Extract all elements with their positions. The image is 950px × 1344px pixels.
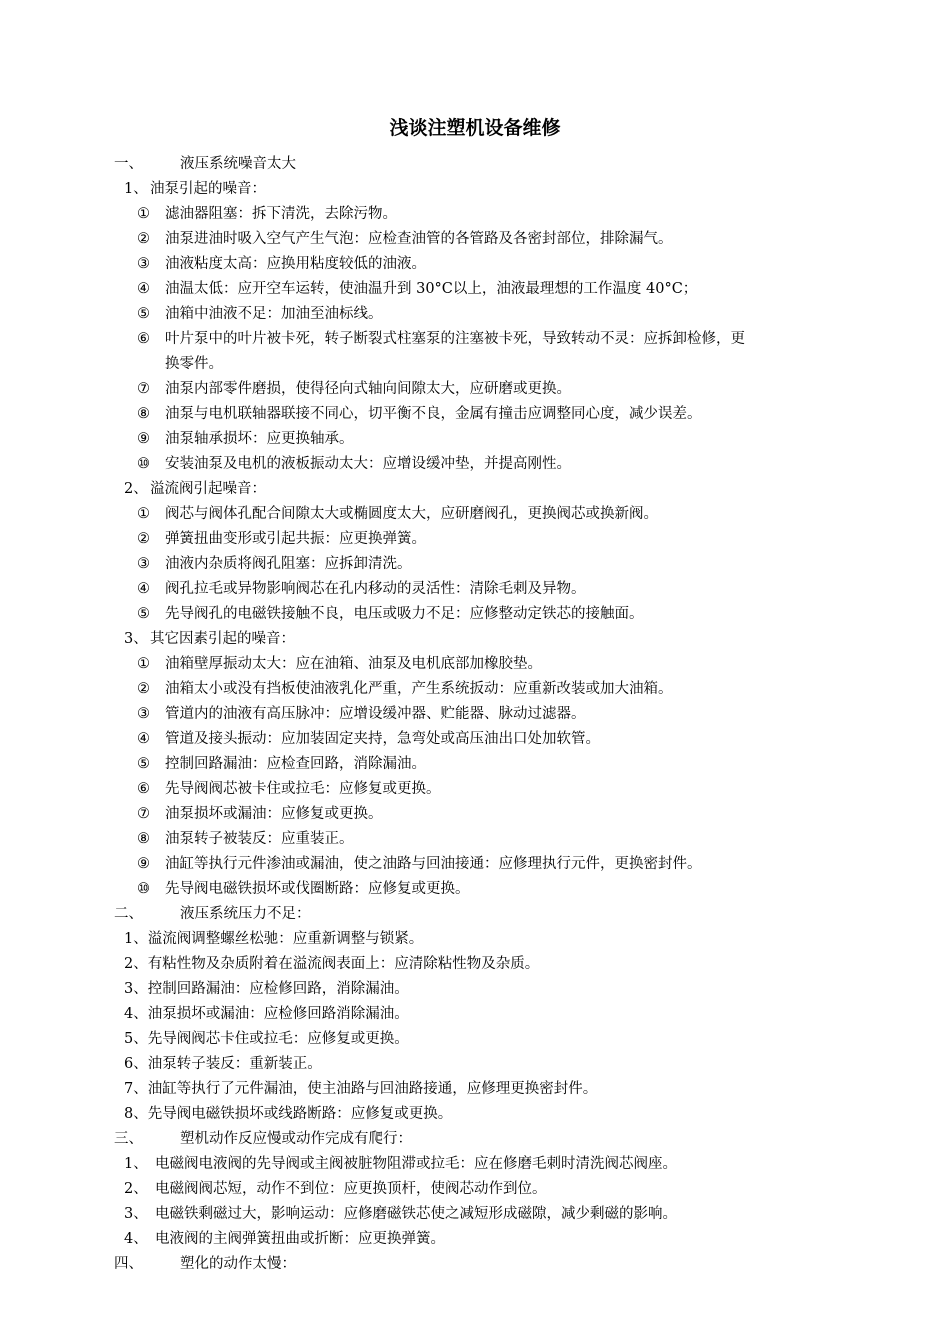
item-text: 油箱壁厚振动太大：应在油箱、油泵及电机底部加橡胶垫。 xyxy=(165,656,542,672)
list-item xyxy=(137,802,383,827)
item-text: 先导阀阀芯被卡住或拉毛：应修复或更换。 xyxy=(165,781,441,797)
item-number: ③ xyxy=(137,706,150,722)
section-text: 液压系统压力不足： xyxy=(180,906,311,922)
item-text: 油箱太小或没有挡板使油液乳化严重，产生系统扳动：应重新改装或加大油箱。 xyxy=(165,681,673,697)
item-number: ⑧ xyxy=(137,831,150,847)
item-text: 油泵转子被装反：应重装正。 xyxy=(165,831,354,847)
section-heading-3 xyxy=(114,1127,412,1152)
item-text: 换零件。 xyxy=(165,356,223,372)
section-heading-2 xyxy=(114,902,311,927)
item-text: 阀孔拉毛或异物影响阀芯在孔内移动的灵活性：清除毛刺及异物。 xyxy=(165,581,586,597)
subheading-number: 3、 xyxy=(124,631,148,647)
list-item xyxy=(137,227,673,252)
list-item xyxy=(137,252,426,277)
list-item xyxy=(124,1177,547,1202)
document-title: 浅谈注塑机设备维修 xyxy=(389,117,561,139)
item-text: 安装油泵及电机的液板振动太大：应增设缓冲垫，并提高刚性。 xyxy=(165,456,571,472)
list-item xyxy=(137,677,673,702)
list-item xyxy=(137,577,586,602)
section-number: 四、 xyxy=(114,1256,143,1272)
section-text: 塑化的动作太慢： xyxy=(180,1256,296,1272)
item-text: 电磁铁剩磁过大，影响运动：应修磨磁铁芯使之减短形成磁隙，减少剩磁的影响。 xyxy=(155,1206,677,1222)
list-item xyxy=(137,552,412,577)
section-text: 塑机动作反应慢或动作完成有爬行： xyxy=(180,1131,412,1147)
section-number: 三、 xyxy=(114,1131,143,1147)
item-number: ① xyxy=(137,506,150,522)
list-item: 8、先导阀电磁铁损坏或线路断路：应修复或更换。 xyxy=(124,1106,453,1122)
list-item xyxy=(137,827,354,852)
subheading-text: 油泵引起的噪音： xyxy=(150,181,266,197)
item-text: 油温太低：应开空车运转，使油温升到 30°C以上，油液最理想的工作温度 40°C； xyxy=(165,281,698,297)
item-text: 油液内杂质将阀孔阻塞：应拆卸清洗。 xyxy=(165,556,412,572)
item-number: ⑥ xyxy=(137,781,150,797)
section-number: 二、 xyxy=(114,906,143,922)
item-number: ④ xyxy=(137,731,150,747)
list-item xyxy=(137,777,441,802)
section-number: 一、 xyxy=(114,156,143,172)
item-number: ⑨ xyxy=(137,431,150,447)
list-item xyxy=(124,1227,445,1252)
item-text: 油液粘度太高：应换用粘度较低的油液。 xyxy=(165,256,426,272)
item-text: 叶片泵中的叶片被卡死，转子断裂式柱塞泵的注塞被卡死，导致转动不灵：应拆卸检修，更 xyxy=(165,331,745,347)
section-heading-1 xyxy=(114,152,296,177)
subheading-1-2 xyxy=(124,477,266,502)
list-item xyxy=(137,527,426,552)
list-item: 5、先导阀阀芯卡住或拉毛：应修复或更换。 xyxy=(124,1031,409,1047)
item-text: 油泵内部零件磨损，使得径向式轴向间隙太大，应研磨或更换。 xyxy=(165,381,571,397)
list-item xyxy=(137,202,397,227)
list-item xyxy=(137,877,470,902)
item-number: ④ xyxy=(137,581,150,597)
list-item xyxy=(137,327,745,352)
item-text: 油泵与电机联轴器联接不同心，切平衡不良，金属有撞击应调整同心度，减少误差。 xyxy=(165,406,702,422)
item-text: 油箱中油液不足：加油至油标线。 xyxy=(165,306,383,322)
item-number: 4、 xyxy=(124,1231,148,1247)
list-item: 3、控制回路漏油：应检修回路，消除漏油。 xyxy=(124,981,409,997)
list-item xyxy=(124,1152,677,1177)
item-text: 控制回路漏油：应检查回路，消除漏油。 xyxy=(165,756,426,772)
item-number: ① xyxy=(137,656,150,672)
list-item: 2、有粘性物及杂质附着在溢流阀表面上：应清除粘性物及杂质。 xyxy=(124,956,540,972)
item-number: ② xyxy=(137,231,150,247)
item-number: ④ xyxy=(137,281,150,297)
item-number: ⑤ xyxy=(137,306,150,322)
item-text: 弹簧扭曲变形或引起共振：应更换弹簧。 xyxy=(165,531,426,547)
item-text: 先导阀孔的电磁铁接触不良，电压或吸力不足：应修整动定铁芯的接触面。 xyxy=(165,606,644,622)
subheading-number: 1、 xyxy=(124,181,148,197)
item-text: 油泵轴承损坏：应更换轴承。 xyxy=(165,431,354,447)
item-number: ⑩ xyxy=(137,881,150,897)
item-number: ⑤ xyxy=(137,606,150,622)
item-number: ⑥ xyxy=(137,331,150,347)
item-number: ⑨ xyxy=(137,856,150,872)
item-number: ⑧ xyxy=(137,406,150,422)
subheading-1-1 xyxy=(124,177,266,202)
item-text: 油泵损坏或漏油：应修复或更换。 xyxy=(165,806,383,822)
subheading-text: 其它因素引起的噪音： xyxy=(150,631,295,647)
list-item xyxy=(137,502,658,527)
list-item xyxy=(124,1202,677,1227)
subheading-text: 溢流阀引起噪音： xyxy=(150,481,266,497)
item-text: 电液阀的主阀弹簧扭曲或折断：应更换弹簧。 xyxy=(155,1231,445,1247)
list-item xyxy=(137,377,571,402)
list-item xyxy=(137,402,702,427)
item-number: 3、 xyxy=(124,1206,148,1222)
item-number: ⑤ xyxy=(137,756,150,772)
item-number: 2、 xyxy=(124,1181,148,1197)
item-number: ① xyxy=(137,206,150,222)
list-item xyxy=(137,427,354,452)
subheading-number: 2、 xyxy=(124,481,148,497)
item-number: ⑩ xyxy=(137,456,150,472)
item-text: 滤油器阻塞：拆下清洗，去除污物。 xyxy=(165,206,397,222)
list-item: 7、油缸等执行了元件漏油，使主油路与回油路接通，应修理更换密封件。 xyxy=(124,1081,598,1097)
list-item xyxy=(137,852,702,877)
list-item xyxy=(137,752,426,777)
item-number: ⑦ xyxy=(137,381,150,397)
list-item: 6、油泵转子装反：重新装正。 xyxy=(124,1056,322,1072)
item-text: 阀芯与阀体孔配合间隙太大或椭圆度太大，应研磨阀孔，更换阀芯或换新阀。 xyxy=(165,506,658,522)
item-text: 先导阀电磁铁损坏或伐圈断路：应修复或更换。 xyxy=(165,881,470,897)
list-item: 4、油泵损坏或漏油：应检修回路消除漏油。 xyxy=(124,1006,409,1022)
list-item xyxy=(137,702,586,727)
item-text: 管道及接头振动：应加装固定夹持，急弯处或高压油出口处加软管。 xyxy=(165,731,600,747)
list-item xyxy=(137,727,600,752)
item-number: ③ xyxy=(137,256,150,272)
list-item: 1、溢流阀调整螺丝松驰：应重新调整与锁紧。 xyxy=(124,931,424,947)
item-number: ⑦ xyxy=(137,806,150,822)
item-text: 电磁阀电液阀的先导阀或主阀被脏物阻滞或拉毛：应在修磨毛刺时清洗阀芯阀座。 xyxy=(155,1156,677,1172)
item-text: 油缸等执行元件渗油或漏油，使之油路与回油接通：应修理执行元件，更换密封件。 xyxy=(165,856,702,872)
item-text: 电磁阀阀芯短，动作不到位：应更换顶杆，使阀芯动作到位。 xyxy=(155,1181,547,1197)
list-item xyxy=(137,452,571,477)
list-item xyxy=(137,302,383,327)
item-text: 油泵进油时吸入空气产生气泡：应检查油管的各管路及各密封部位，排除漏气。 xyxy=(165,231,673,247)
item-number: ② xyxy=(137,531,150,547)
item-text: 管道内的油液有高压脉冲：应增设缓冲器、贮能器、脉动过滤器。 xyxy=(165,706,586,722)
list-item xyxy=(137,602,644,627)
list-item xyxy=(137,652,542,677)
item-number: ② xyxy=(137,681,150,697)
item-number: ③ xyxy=(137,556,150,572)
list-item xyxy=(137,277,697,302)
section-heading-4 xyxy=(114,1252,296,1277)
subheading-1-3 xyxy=(124,627,295,652)
item-number: 1、 xyxy=(124,1156,148,1172)
section-text: 液压系统噪音太大 xyxy=(180,156,296,172)
list-item-continuation xyxy=(137,352,223,377)
